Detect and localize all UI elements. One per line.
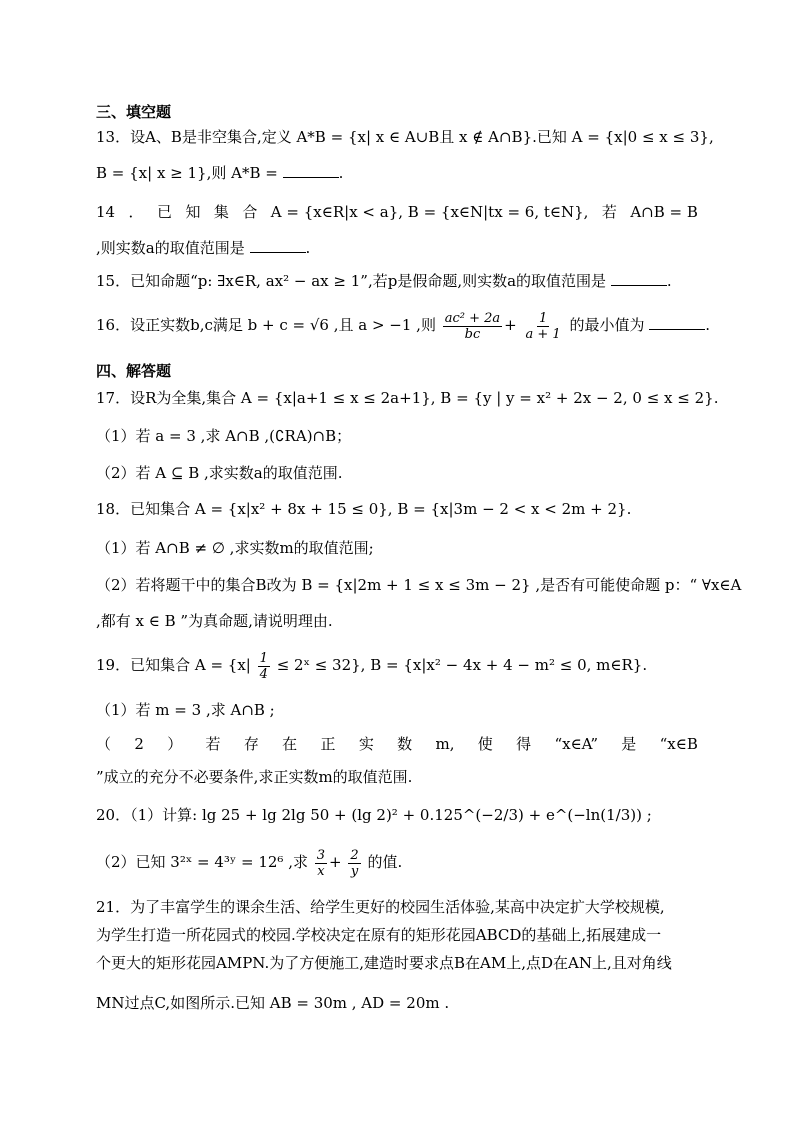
question-18-part-2: （2）若将题干中的集合B改为 B = {x|2m + 1 ≤ x ≤ 3m − 2} ,是否有可能使命题 p：“ ∀x∈A <box>96 576 742 594</box>
question-21-line-4: MN过点C,如图所示.已知 AB = 30m , AD = 20m . <box>96 994 450 1012</box>
q19-token: 正 <box>320 735 336 753</box>
question-17: 17．设R为全集,集合 A = {x|a+1 ≤ x ≤ 2a+1}, B = {y | y = x² + 2x − 2, 0 ≤ x ≤ 2}. <box>96 389 719 407</box>
question-13-line-2: B = {x| x ≥ 1},则 A*B = . <box>96 164 344 182</box>
question-14-line-2: ,则实数a的取值范围是 . <box>96 239 311 257</box>
q14-token: 合 <box>242 203 258 221</box>
fraction <box>258 651 270 682</box>
question-16: 16．设正实数b,c满足 b + c = √6 ,且 a > −1 ,则 $\frac{\text{ac² + 2a}}{bc}$ + $\frac{1}{a + 1}$ 的最小值为 . <box>96 310 711 342</box>
question-18-part-1: （1）若 A∩B ≠ ∅ ,求实数m的取值范围; <box>96 539 374 557</box>
q19-token: 实 <box>358 735 374 753</box>
question-16-text: 16．设正实数b,c满足 b + c = √6 ,且 a > −1 ,则 <box>96 316 436 334</box>
answer-blank <box>250 238 306 253</box>
question-19 <box>96 645 698 685</box>
question-13-text: B = {x| x ≥ 1},则 A*B = <box>96 164 278 182</box>
question-19-part-2-line-1 <box>96 733 698 755</box>
question-20-text: （2）已知 3²ˣ = 4³ʸ = 12⁶ ,求 <box>96 853 308 871</box>
fraction-denominator: bc <box>464 326 481 342</box>
q19-token: 是 <box>621 735 637 753</box>
fraction <box>348 848 360 879</box>
question-20-part-2: （2）已知 3²ˣ = 4³ʸ = 12⁶ ,求 $\frac{3}{x}$ + $\frac{2}{y}$ 的值. <box>96 847 403 879</box>
q19-token: “x∈A” <box>554 735 598 753</box>
q14-token: A = {x∈R|x < a}, B = {x∈N|tx = 6, t∈N}, <box>270 203 589 221</box>
q19-token: 若 <box>205 735 221 753</box>
question-21-line-3: 个更大的矩形花园AMPN.为了方便施工,建造时要求点B在AM上,点D在AN上,且对角线 <box>96 954 672 972</box>
q19-token: （ <box>96 735 112 753</box>
q14-token: 集 <box>213 203 229 221</box>
question-16-text: 的最小值为 <box>569 316 645 334</box>
answer-blank <box>611 271 667 286</box>
q19-token: m, <box>435 735 455 753</box>
q19-token: 存 <box>243 735 259 753</box>
answer-blank <box>283 163 339 178</box>
q19-token: ） <box>167 735 183 753</box>
q19-token: “x∈B <box>659 735 698 753</box>
q14-token: 14 <box>96 203 116 221</box>
q14-token: 若 <box>601 203 617 221</box>
question-21-line-2: 为学生打造一所花园式的校园.学校决定在原有的矩形花园ABCD的基础上,拓展建成一 <box>96 926 662 944</box>
q14-token: ． <box>128 203 144 221</box>
q19-token: 在 <box>282 735 298 753</box>
fraction-denominator: x <box>317 863 325 879</box>
fraction-denominator: y <box>350 863 359 879</box>
question-18: 18．已知集合 A = {x|x² + 8x + 15 ≤ 0}, B = {x|3m − 2 < x < 2m + 2}. <box>96 500 632 518</box>
fraction-numerator: 1 <box>538 310 548 326</box>
question-17-part-2: （2）若 A ⊆ B ,求实数a的取值范围. <box>96 464 343 482</box>
q14-token: 知 <box>185 203 201 221</box>
question-14-line-1 <box>96 201 698 223</box>
fraction <box>524 311 563 342</box>
question-15: 15．已知命题“p: ∃x∈R, ax² − ax ≥ 1”,若p是假命题,则实数a的取值范围是 . <box>96 272 672 290</box>
section-heading-fill-blank: 三、填空题 <box>96 103 172 121</box>
q19-token: 使 <box>477 735 493 753</box>
q19-token: 得 <box>516 735 532 753</box>
question-19-part-1: （1）若 m = 3 ,求 A∩B ; <box>96 701 275 719</box>
q14-token: A∩B = B <box>630 203 698 221</box>
section-heading-answer: 四、解答题 <box>96 362 172 380</box>
question-20-text: 的值. <box>367 853 403 871</box>
answer-blank <box>649 315 705 330</box>
fraction <box>315 848 327 879</box>
question-19-part-2-line-2: ”成立的充分不必要条件,求正实数m的取值范围. <box>96 768 413 786</box>
fraction-denominator: 4 <box>259 666 268 682</box>
fraction-numerator: 3 <box>316 847 326 863</box>
question-15-text: 15．已知命题“p: ∃x∈R, ax² − ax ≥ 1”,若p是假命题,则实数a的取值范围是 <box>96 272 607 290</box>
question-17-part-1: （1）若 a = 3 ,求 A∩B ,(∁RA)∩B； <box>96 427 352 445</box>
question-14-text: ,则实数a的取值范围是 <box>96 239 245 257</box>
q19-token: 数 <box>397 735 413 753</box>
fraction-numerator: 2 <box>350 847 359 863</box>
question-19-text: 19．已知集合 A = {x| <box>96 656 251 674</box>
fraction-numerator: 1 <box>259 650 268 666</box>
fraction-numerator: ac² + 2a <box>444 310 501 326</box>
q19-token: 2 <box>134 735 144 753</box>
question-21-line-1: 21．为了丰富学生的课余生活、给学生更好的校园生活体验,某高中决定扩大学校规模, <box>96 898 665 916</box>
question-18-part-2-cont: ,都有 x ∈ B ”为真命题,请说明理由. <box>96 612 333 630</box>
q14-token: 已 <box>156 203 172 221</box>
fraction-denominator: a + 1 <box>525 326 561 342</box>
question-20-part-1: 20．（1）计算: lg 25 + lg 2lg 50 + (lg 2)² + 0.125^(−2/3) + e^(−ln(1/3)) ; <box>96 806 652 824</box>
question-13-line-1: 13．设A、B是非空集合,定义 A*B = {x| x ∈ A∪B且 x ∉ A∩B}.已知 A = {x|0 ≤ x ≤ 3}, <box>96 128 714 146</box>
fraction <box>443 311 502 342</box>
question-19-text: ≤ 2ˣ ≤ 32}, B = {x|x² − 4x + 4 − m² ≤ 0, m∈R}. <box>276 656 648 674</box>
